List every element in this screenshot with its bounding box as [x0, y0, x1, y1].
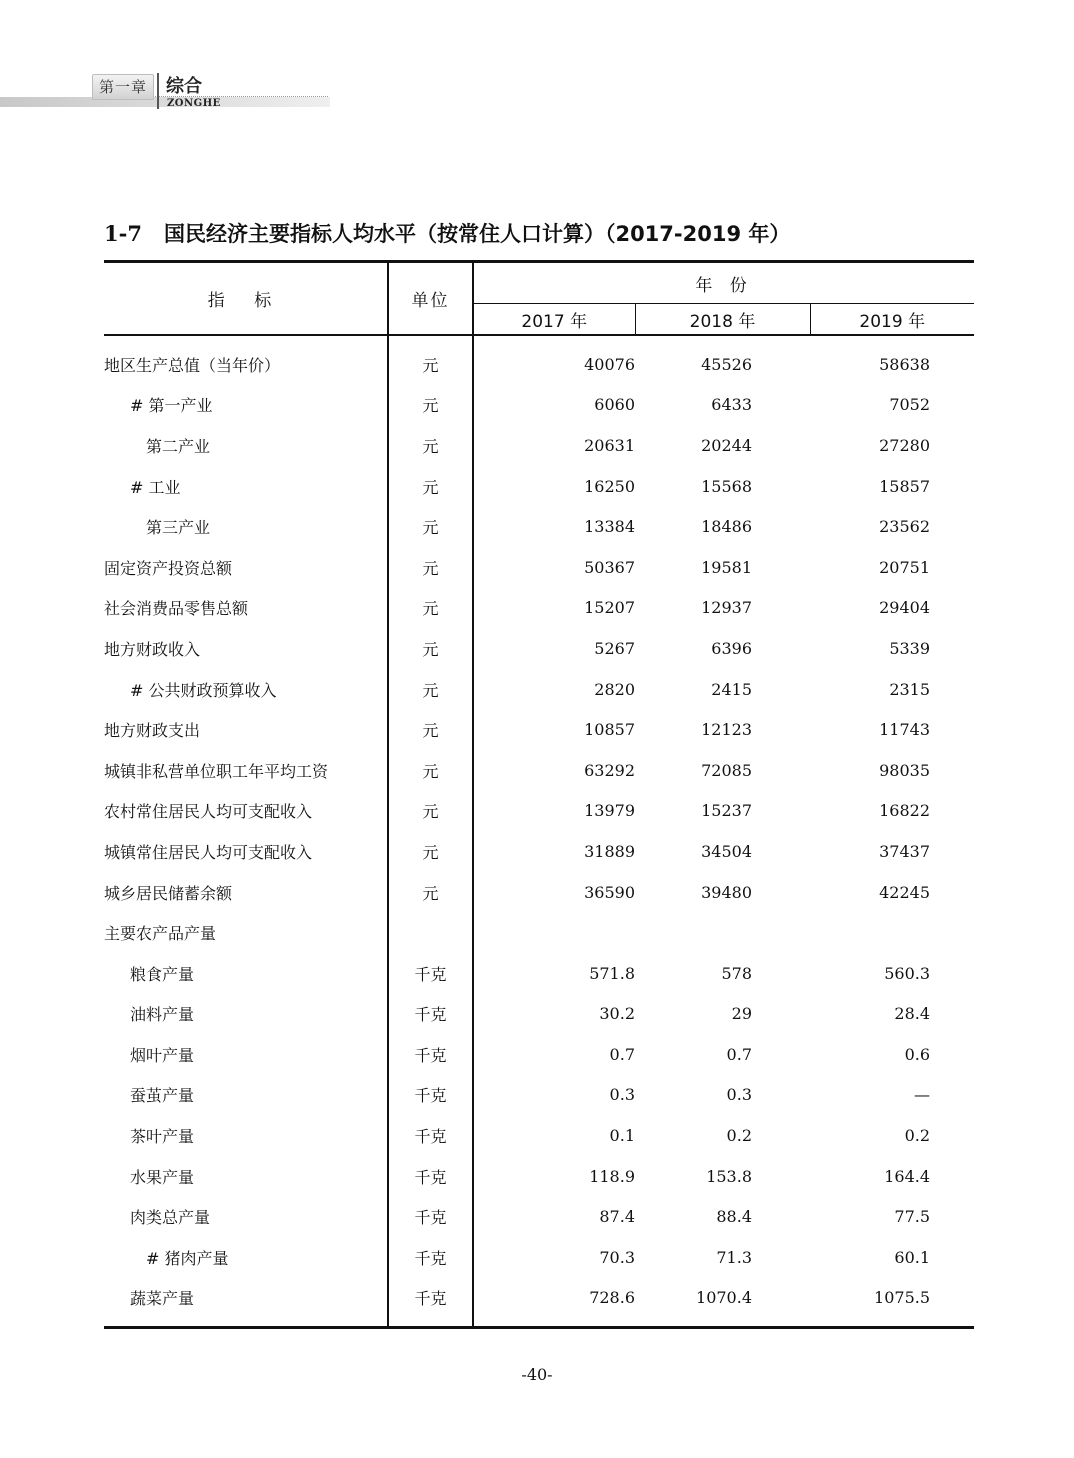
value-2019: 58638: [879, 354, 931, 374]
value-2017: 31889: [584, 841, 635, 861]
row-label: 水果产量: [104, 1156, 388, 1197]
row-unit: 元: [388, 588, 473, 629]
value-2018: 153.8: [706, 1166, 752, 1186]
row-label: 地方财政支出: [104, 709, 388, 750]
table-row: [104, 669, 974, 710]
value-2018: 6396: [711, 638, 752, 658]
value-2017: 63292: [584, 760, 635, 780]
value-2017: 50367: [584, 557, 635, 577]
row-label: 主要农产品产量: [104, 912, 388, 953]
table-row: [104, 335, 974, 385]
chapter-title: 综合: [166, 76, 202, 97]
row-unit: 元: [388, 547, 473, 588]
row-unit: 元: [388, 335, 473, 385]
value-2019: 5339: [889, 638, 931, 658]
table-row: [104, 385, 974, 426]
row-label: # 工业: [104, 466, 388, 507]
value-2019: 29404: [879, 598, 931, 618]
row-label: 烟叶产量: [104, 1034, 388, 1075]
value-2019: 164.4: [884, 1166, 931, 1186]
row-label: 粮食产量: [104, 953, 388, 994]
value-2018: 72085: [701, 760, 752, 780]
value-2018: 2415: [711, 679, 752, 699]
value-2019: —: [914, 1085, 931, 1105]
value-2019: 2315: [889, 679, 931, 699]
row-unit: 元: [388, 791, 473, 832]
column-header-indicator: 指 标: [104, 262, 388, 336]
value-2019: 37437: [879, 841, 931, 861]
row-unit: 千克: [388, 1237, 473, 1278]
value-2017: 15207: [584, 598, 635, 618]
value-2017: [473, 912, 635, 953]
table-row: [104, 912, 974, 953]
table-title-text: 国民经济主要指标人均水平（按常住人口计算）（2017-2019 年）: [163, 222, 791, 246]
chapter-subtitle: ZONGHE: [167, 98, 221, 109]
value-2018: 12123: [701, 720, 752, 740]
value-2017: 6060: [594, 395, 635, 415]
value-2018: 18486: [701, 517, 752, 537]
table-number: 1-7: [104, 221, 142, 246]
value-2017: 0.3: [609, 1085, 635, 1105]
header-band: [0, 97, 330, 107]
table-row: [104, 588, 974, 629]
value-2019: 27280: [879, 435, 931, 455]
table-row: [104, 750, 974, 791]
row-unit: 元: [388, 425, 473, 466]
value-2018: 6433: [711, 395, 752, 415]
row-label: 社会消费品零售总额: [104, 588, 388, 629]
value-2017: 13979: [584, 801, 635, 821]
table-row: [104, 953, 974, 994]
row-unit: 元: [388, 872, 473, 913]
table-row: [104, 994, 974, 1035]
value-2017: 0.7: [609, 1044, 635, 1064]
table-row: [104, 1237, 974, 1278]
value-2017: 571.8: [589, 963, 635, 983]
table-title: [104, 218, 790, 248]
value-2017: 728.6: [589, 1288, 635, 1308]
row-unit: 千克: [388, 1115, 473, 1156]
value-2017: 10857: [584, 720, 635, 740]
value-2018: 15568: [701, 476, 752, 496]
row-unit: 千克: [388, 1196, 473, 1237]
value-2018: 20244: [701, 435, 752, 455]
value-2019: 28.4: [894, 1004, 931, 1024]
value-2017: 70.3: [599, 1247, 635, 1267]
row-label: 蔬菜产量: [104, 1278, 388, 1328]
table-row: [104, 547, 974, 588]
table-row: [104, 1156, 974, 1197]
column-header-2019: 2019 年: [810, 304, 974, 336]
row-label: # 公共财政预算收入: [104, 669, 388, 710]
row-label: 地方财政收入: [104, 628, 388, 669]
value-2018: 0.7: [726, 1044, 752, 1064]
value-2018: [635, 912, 810, 953]
value-2017: 0.1: [609, 1126, 635, 1146]
table-row: [104, 791, 974, 832]
row-label: 农村常住居民人均可支配收入: [104, 791, 388, 832]
row-unit: 千克: [388, 953, 473, 994]
value-2019: 60.1: [894, 1247, 931, 1267]
value-2019: 42245: [879, 882, 931, 902]
value-2017: 2820: [594, 679, 635, 699]
value-2019: 15857: [879, 476, 931, 496]
value-2018: 45526: [701, 354, 752, 374]
row-label: 第三产业: [104, 506, 388, 547]
table-row: [104, 709, 974, 750]
value-2017: 118.9: [589, 1166, 635, 1186]
value-2018: 71.3: [716, 1247, 752, 1267]
value-2019: 7052: [889, 395, 931, 415]
row-unit: 元: [388, 669, 473, 710]
value-2018: 19581: [701, 557, 752, 577]
value-2019: 560.3: [884, 963, 931, 983]
row-label: 城镇非私营单位职工年平均工资: [104, 750, 388, 791]
table-row: [104, 831, 974, 872]
value-2017: 5267: [594, 638, 635, 658]
row-label: # 猪肉产量: [104, 1237, 388, 1278]
table-row: [104, 1075, 974, 1116]
value-2018: 15237: [701, 801, 752, 821]
value-2018: 578: [721, 963, 752, 983]
table-row: [104, 872, 974, 913]
value-2019: [810, 912, 974, 953]
data-table: [104, 260, 974, 1329]
value-2018: 34504: [701, 841, 752, 861]
value-2018: 1070.4: [696, 1288, 752, 1308]
value-2018: 0.3: [726, 1085, 752, 1105]
row-unit: 千克: [388, 994, 473, 1035]
value-2019: 16822: [879, 801, 931, 821]
value-2017: 20631: [584, 435, 635, 455]
value-2017: 16250: [584, 476, 635, 496]
value-2019: 0.2: [904, 1126, 931, 1146]
row-unit: [388, 912, 473, 953]
row-label: 肉类总产量: [104, 1196, 388, 1237]
table-row: [104, 425, 974, 466]
row-label: 第二产业: [104, 425, 388, 466]
row-label: 城乡居民储蓄余额: [104, 872, 388, 913]
row-label: 茶叶产量: [104, 1115, 388, 1156]
value-2018: 39480: [701, 882, 752, 902]
value-2017: 36590: [584, 882, 635, 902]
row-unit: 元: [388, 466, 473, 507]
value-2019: 98035: [879, 760, 931, 780]
row-label: # 第一产业: [104, 385, 388, 426]
column-header-2018: 2018 年: [635, 304, 810, 336]
value-2019: 77.5: [894, 1207, 931, 1227]
table-body: [104, 335, 974, 1328]
row-unit: 元: [388, 750, 473, 791]
value-2018: 0.2: [726, 1126, 752, 1146]
column-header-2017: 2017 年: [473, 304, 635, 336]
value-2018: 88.4: [716, 1207, 752, 1227]
row-unit: 元: [388, 709, 473, 750]
value-2017: 87.4: [599, 1207, 635, 1227]
row-unit: 千克: [388, 1156, 473, 1197]
value-2017: 40076: [584, 354, 635, 374]
column-header-unit: 单位: [388, 262, 473, 336]
row-label: 油料产量: [104, 994, 388, 1035]
chapter-badge: 第一章: [92, 74, 154, 100]
page-number: -40-: [521, 1365, 553, 1384]
table-row: [104, 466, 974, 507]
table-row: [104, 628, 974, 669]
row-unit: 千克: [388, 1075, 473, 1116]
value-2019: 0.6: [904, 1044, 931, 1064]
value-2018: 29: [731, 1004, 752, 1024]
table-row: [104, 506, 974, 547]
value-2019: 11743: [879, 720, 931, 740]
value-2017: 13384: [584, 517, 635, 537]
table-row: [104, 1115, 974, 1156]
column-header-year-group: 年 份: [473, 262, 974, 304]
row-unit: 元: [388, 628, 473, 669]
table-row: [104, 1278, 974, 1328]
row-unit: 元: [388, 506, 473, 547]
value-2018: 12937: [701, 598, 752, 618]
row-label: 固定资产投资总额: [104, 547, 388, 588]
value-2019: 23562: [879, 517, 931, 537]
row-label: 蚕茧产量: [104, 1075, 388, 1116]
value-2019: 1075.5: [874, 1288, 931, 1308]
row-unit: 元: [388, 385, 473, 426]
row-label: 城镇常住居民人均可支配收入: [104, 831, 388, 872]
value-2019: 20751: [879, 557, 931, 577]
row-label: 地区生产总值（当年价）: [104, 335, 388, 385]
table-row: [104, 1196, 974, 1237]
header-separator: [157, 73, 159, 109]
row-unit: 千克: [388, 1278, 473, 1328]
table-row: [104, 1034, 974, 1075]
row-unit: 元: [388, 831, 473, 872]
value-2017: 30.2: [599, 1004, 635, 1024]
row-unit: 千克: [388, 1034, 473, 1075]
